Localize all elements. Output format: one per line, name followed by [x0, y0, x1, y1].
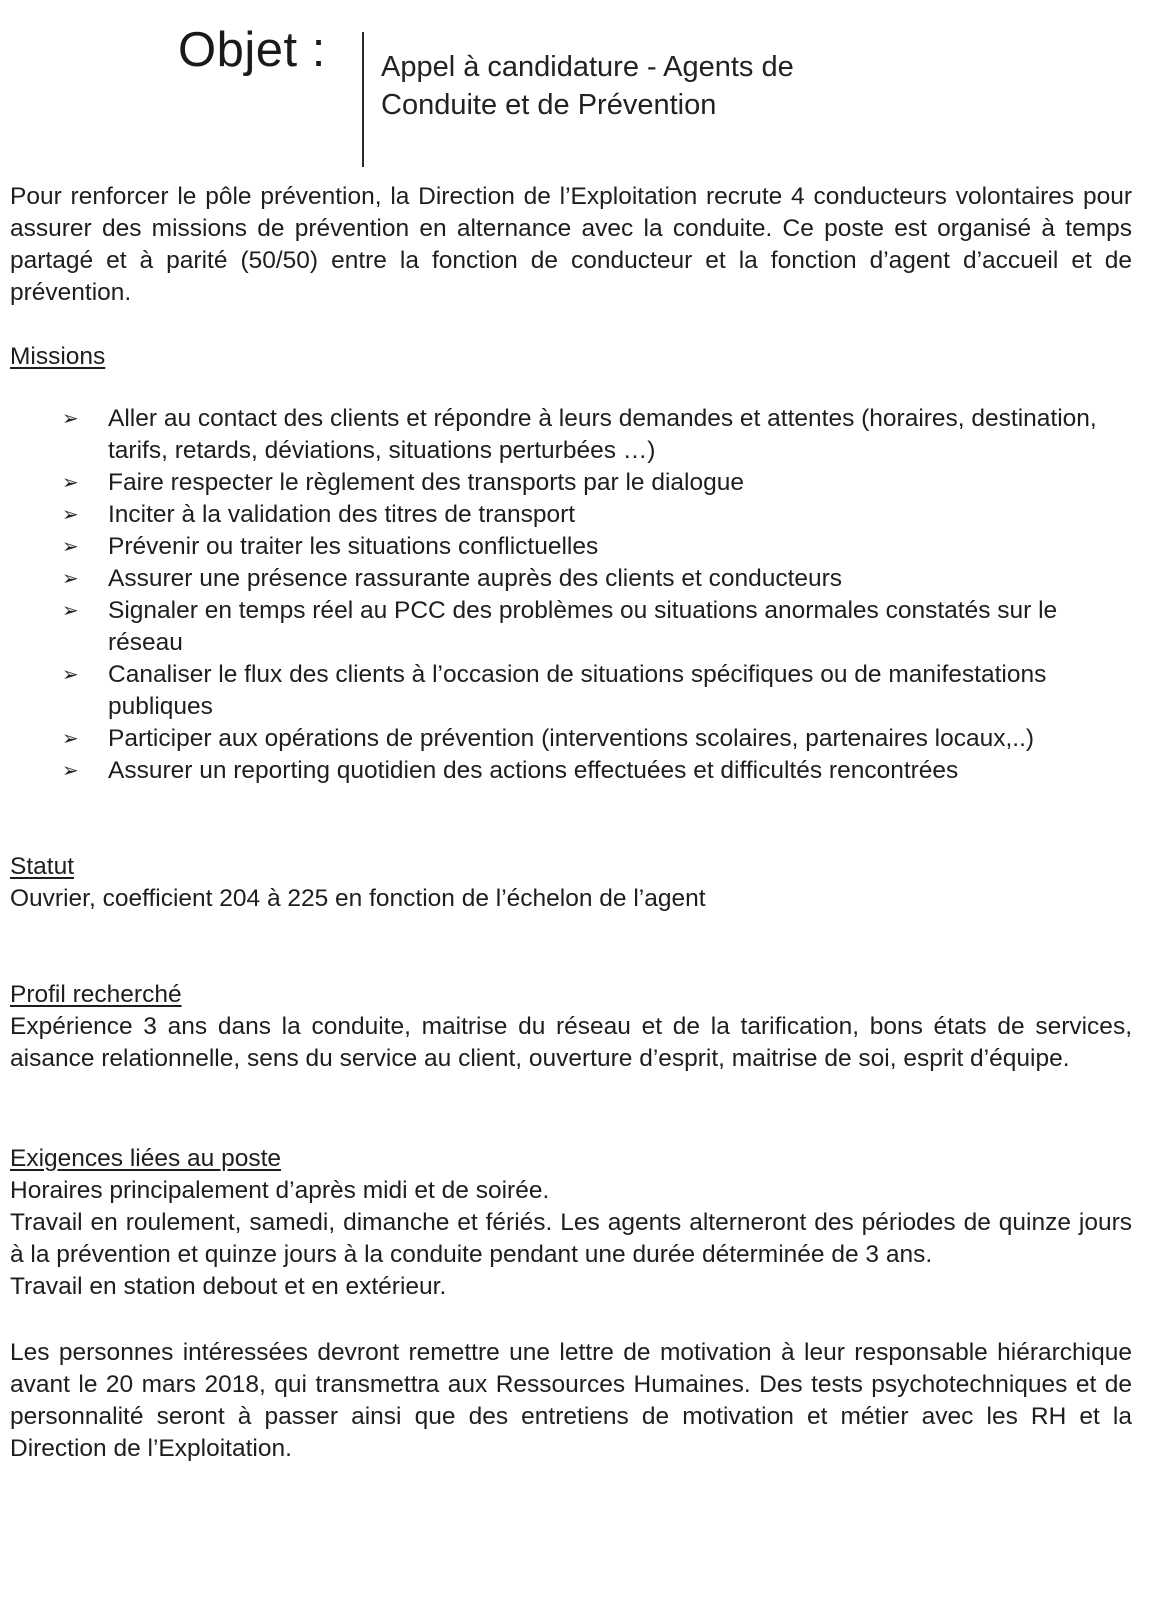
missions-list: [10, 403, 1132, 787]
list-item: ➢ Assurer une présence rassurante auprès des clients et conducteurs: [108, 563, 1132, 595]
header-divider: [362, 32, 364, 167]
statut-heading: Statut: [10, 853, 75, 880]
list-item: ➢ Inciter à la validation des titres de transport: [108, 499, 1132, 531]
exigences-line-3: Travail en station debout et en extérieur.: [10, 1273, 447, 1300]
subject-line-1: Appel à candidature - Agents de: [381, 51, 794, 83]
subject-line-2: Conduite et de Prévention: [381, 89, 717, 121]
list-item: ➢ Aller au contact des clients et répondre à leurs demandes et attentes (horaires, destination, tarifs, retards, déviations, situations perturbées …): [62, 405, 1097, 464]
statut-text: Ouvrier, coefficient 204 à 225 en fonction de l’échelon de l’agent: [10, 885, 706, 912]
arrow-bullet-icon: ➢: [62, 536, 79, 558]
arrow-bullet-icon: ➢: [62, 472, 79, 494]
list-item: ➢ Participer aux opérations de prévention (interventions scolaires, partenaires locaux,..): [108, 723, 1132, 755]
missions-heading: Missions: [10, 343, 106, 370]
profil-text: Expérience 3 ans dans la conduite, maitrise du réseau et de la tarification, bons états de services, aisance relationnelle, sens du service au client, ouverture d’esprit, maitrise de soi, esprit d’équipe.: [10, 1013, 1132, 1072]
document-body: [10, 181, 1132, 1465]
profil-heading: Profil recherché: [10, 981, 182, 1008]
arrow-bullet-icon: ➢: [62, 760, 79, 782]
closing-paragraph: Les personnes intéressées devront remettre une lettre de motivation à leur responsable hiérarchique avant le 20 mars 2018, qui transmettra aux Ressources Humaines. Des tests psychotechniques et de personnalité seront à passer ainsi que des entretiens de motivation et métier avec les RH et la Direction de l’Exploitation.: [10, 1339, 1132, 1462]
list-item: ➢ Assurer un reporting quotidien des actions effectuées et difficultés rencontrées: [108, 755, 1132, 787]
exigences-line-2: Travail en roulement, samedi, dimanche et fériés. Les agents alterneront des périodes de quinze jours à la prévention et quinze jours à la conduite pendant une durée déterminée de 3 ans.: [10, 1209, 1132, 1268]
arrow-bullet-icon: ➢: [62, 568, 79, 590]
list-item: ➢ Faire respecter le règlement des transports par le dialogue: [108, 467, 1132, 499]
intro-paragraph: Pour renforcer le pôle prévention, la Direction de l’Exploitation recrute 4 conducteurs volontaires pour assurer des missions de prévention en alternance avec la conduite. Ce poste est organisé à temps partagé et à parité (50/50) entre la fonction de conducteur et la fonction d’agent d’accueil et de prévention.: [10, 183, 1132, 306]
exigences-line-1: Horaires principalement d’après midi et de soirée.: [10, 1177, 550, 1204]
arrow-bullet-icon: ➢: [62, 728, 79, 750]
arrow-bullet-icon: ➢: [62, 408, 79, 430]
arrow-bullet-icon: ➢: [62, 664, 79, 686]
list-item: ➢ Canaliser le flux des clients à l’occasion de situations spécifiques ou de manifestations publiques: [62, 661, 1047, 720]
arrow-bullet-icon: ➢: [62, 504, 79, 526]
exigences-heading: Exigences liées au poste: [10, 1145, 282, 1172]
objet-label: Objet :: [178, 23, 326, 77]
arrow-bullet-icon: ➢: [62, 600, 79, 622]
subject-title: [381, 48, 1021, 124]
list-item: ➢ Prévenir ou traiter les situations conflictuelles: [108, 531, 1132, 563]
list-item: ➢ Signaler en temps réel au PCC des problèmes ou situations anormales constatés sur le réseau: [62, 597, 1058, 656]
document-header: [0, 0, 1175, 170]
